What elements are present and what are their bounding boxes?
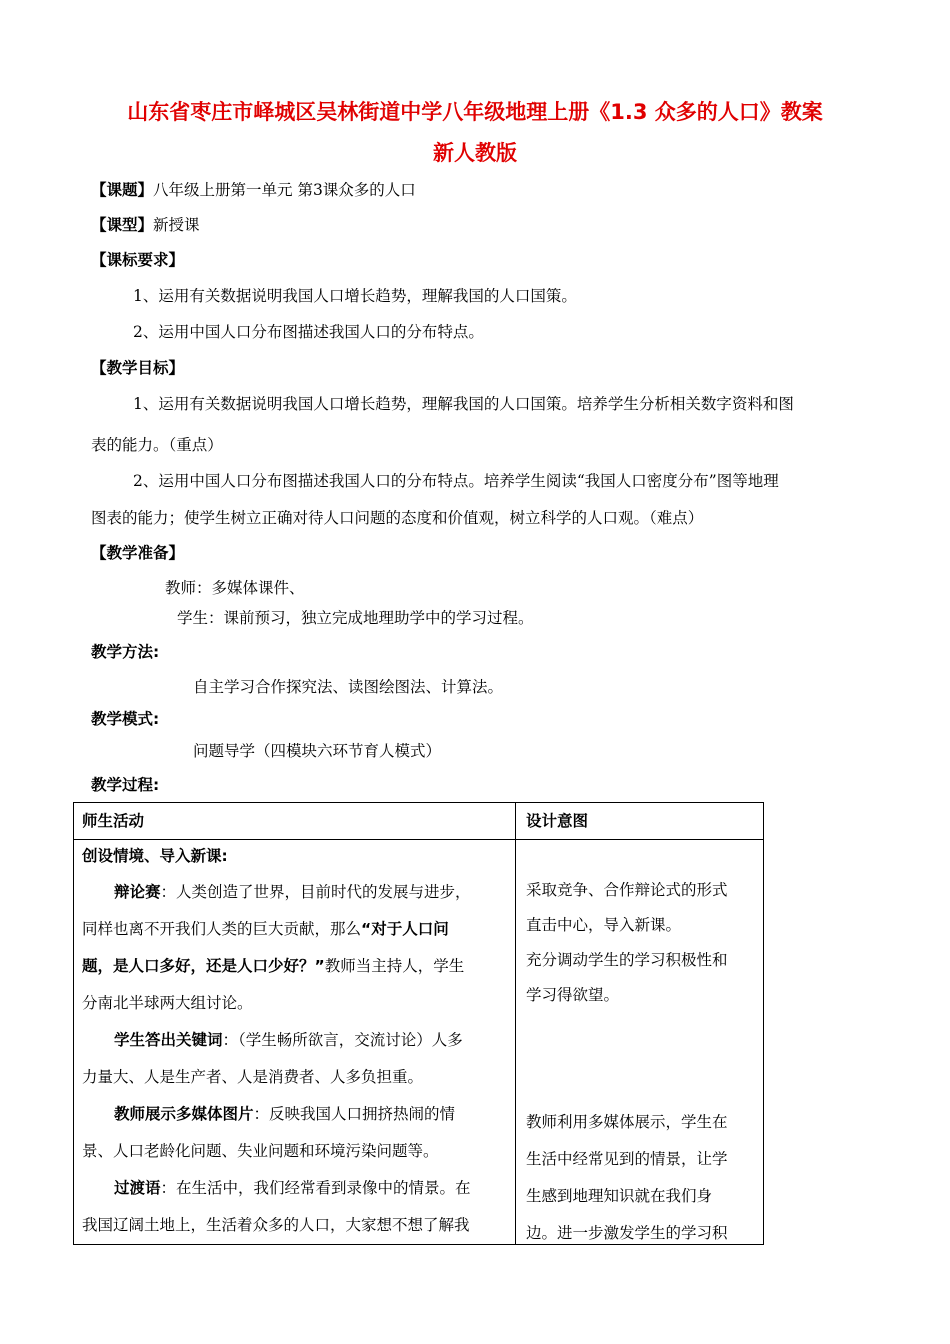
process-table bbox=[73, 802, 764, 1245]
intent-line5: 教师利用多媒体展示，学生在 bbox=[526, 1113, 728, 1131]
intent-line7: 生感到地理知识就在我们身 bbox=[526, 1187, 713, 1205]
debate-label: 辩论赛 bbox=[114, 883, 161, 901]
table-row bbox=[74, 840, 764, 1245]
lesson-value: 八年级上册第一单元 第3课众多的人口 bbox=[153, 181, 416, 199]
media-label: 教师展示多媒体图片 bbox=[114, 1105, 254, 1123]
intent-line2: 直击中心，导入新课。 bbox=[526, 916, 682, 934]
goal-2-line2: 图表的能力；使学生树立正确对待人口问题的态度和价值观，树立科学的人口观。（难点） bbox=[91, 509, 704, 527]
debate-text-2a: 同样也离不开我们人类的巨大贡献，那么 bbox=[82, 920, 362, 938]
debate-line4: 分南北半球两大组讨论。 bbox=[82, 994, 253, 1012]
debate-line2 bbox=[82, 917, 449, 939]
intent-line1: 采取竞争、合作辩论式的形式 bbox=[526, 881, 728, 899]
intent-line4: 学习得欲望。 bbox=[526, 986, 620, 1004]
intro-heading: 创设情境、导入新课: bbox=[82, 847, 228, 865]
debate-question-end: 题，是人口多好，还是人口少好？” bbox=[82, 957, 325, 975]
debate-text-3b: 教师当主持人，学生 bbox=[324, 957, 465, 975]
media-text-1: ：反映我国人口拥挤热闹的情 bbox=[253, 1105, 456, 1123]
prep-teacher: 教师：多媒体课件、 bbox=[165, 579, 305, 597]
debate-line1 bbox=[114, 880, 471, 902]
header-right-text: 设计意图 bbox=[526, 812, 589, 830]
goal-1-line1: 1、运用有关数据说明我国人口增长趋势，理解我国的人口国策。培养学生分析相关数字资料和图 bbox=[133, 395, 794, 413]
debate-text-1: ：人类创造了世界，目前时代的发展与进步， bbox=[160, 883, 471, 901]
type-value: 新授课 bbox=[153, 216, 200, 234]
prep-heading: 【教学准备】 bbox=[91, 544, 185, 562]
keyword-line1 bbox=[114, 1028, 463, 1050]
document-title-line2: 新人教版 bbox=[433, 141, 517, 165]
type-row bbox=[91, 213, 200, 235]
transition-label: 过渡语 bbox=[114, 1179, 161, 1197]
method-heading: 教学方法: bbox=[91, 643, 160, 661]
intent-line3: 充分调动学生的学习积极性和 bbox=[526, 951, 728, 969]
activity-cell bbox=[74, 840, 516, 1245]
lesson-row bbox=[91, 178, 416, 200]
goal-heading: 【教学目标】 bbox=[91, 359, 185, 377]
lesson-label: 【课题】 bbox=[91, 181, 154, 199]
keyword-text-1: ：（学生畅所欲言，交流讨论）人多 bbox=[222, 1031, 463, 1049]
prep-student: 学生：课前预习，独立完成地理助学中的学习过程。 bbox=[177, 609, 534, 627]
debate-question-start: “对于人口问 bbox=[361, 920, 449, 938]
standard-heading: 【课标要求】 bbox=[91, 251, 185, 269]
debate-line3 bbox=[82, 954, 464, 976]
goal-1-line2: 表的能力。（重点） bbox=[91, 436, 223, 454]
header-left-text: 师生活动 bbox=[82, 812, 145, 830]
mode-value: 问题导学（四模块六环节育人模式） bbox=[193, 742, 442, 760]
header-right-cell bbox=[516, 803, 764, 840]
mode-heading: 教学模式: bbox=[91, 710, 160, 728]
intent-cell bbox=[516, 840, 764, 1245]
keyword-line2: 力量大、人是生产者、人是消费者、人多负担重。 bbox=[82, 1068, 424, 1086]
process-heading: 教学过程: bbox=[91, 776, 160, 794]
media-line2: 景、人口老龄化问题、失业问题和环境污染问题等。 bbox=[82, 1142, 439, 1160]
standard-item-2: 2、运用中国人口分布图描述我国人口的分布特点。 bbox=[133, 323, 484, 341]
media-line1 bbox=[114, 1102, 455, 1124]
intent-line6: 生活中经常见到的情景，让学 bbox=[526, 1150, 728, 1168]
table-header-row bbox=[74, 803, 764, 840]
type-label: 【课型】 bbox=[91, 216, 154, 234]
goal-2-line1: 2、运用中国人口分布图描述我国人口的分布特点。培养学生阅读“我国人口密度分布”图等地理 bbox=[133, 472, 779, 490]
transition-line1 bbox=[114, 1176, 471, 1198]
transition-line2: 我国辽阔土地上，生活着众多的人口，大家想不想了解我 bbox=[82, 1216, 470, 1234]
keyword-label: 学生答出关键词 bbox=[114, 1031, 223, 1049]
document-title-line1: 山东省枣庄市峄城区吴林街道中学八年级地理上册《1.3 众多的人口》教案 bbox=[127, 100, 823, 124]
header-left-cell bbox=[74, 803, 516, 840]
method-value: 自主学习合作探究法、读图绘图法、计算法。 bbox=[193, 678, 504, 696]
intent-line8: 边。进一步激发学生的学习积 bbox=[526, 1224, 728, 1242]
standard-item-1: 1、运用有关数据说明我国人口增长趋势，理解我国的人口国策。 bbox=[133, 287, 577, 305]
transition-text-1: ：在生活中，我们经常看到录像中的情景。在 bbox=[160, 1179, 471, 1197]
